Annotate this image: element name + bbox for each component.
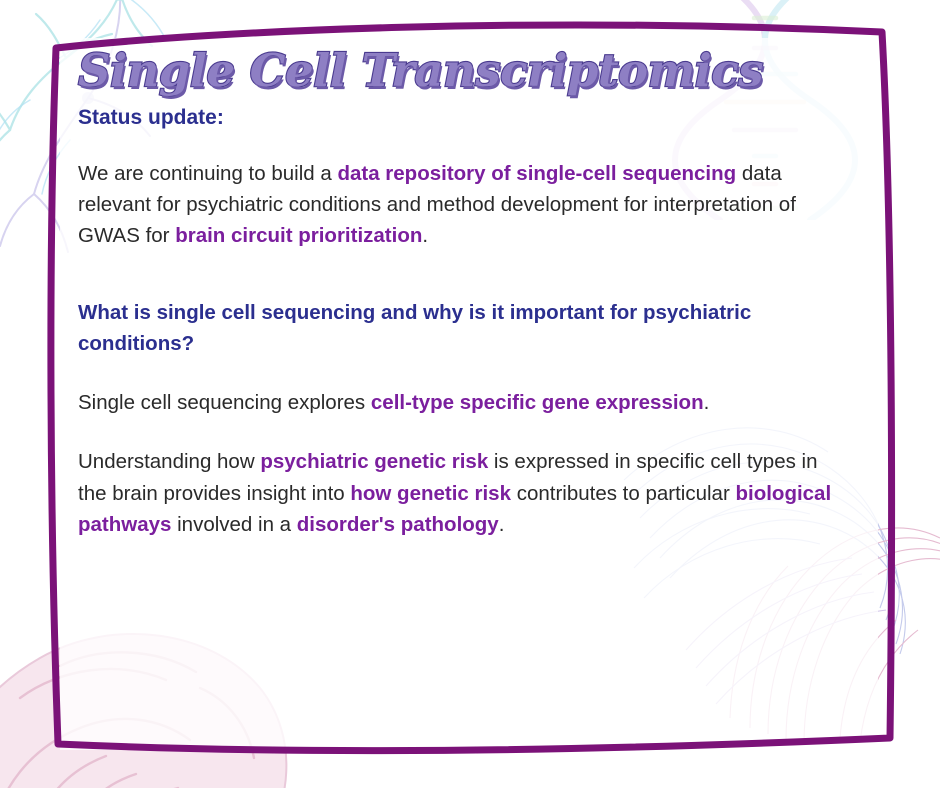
highlighted-text: data repository of single-cell sequencing [337,161,737,185]
paragraph-repository: We are continuing to build a data repository of single-cell sequencing data relevant for psychiatric conditions and method development for interpretation of GWAS for brain circuit prioritization. [78,161,796,247]
paragraph-question: What is single cell sequencing and why is it important for psychiatric conditions? [78,300,752,356]
status-update-label: Status update: [78,105,224,129]
paragraph-definition: Single cell sequencing explores cell-type specific gene expression. [78,391,710,415]
highlighted-text: biological pathways [78,481,832,536]
paragraph-significance: Understanding how psychiatric genetic risk is expressed in specific cell types in the brain provides insight into how genetic risk contributes to particular biological pathways involved in a disorder's pathology. [78,450,832,536]
highlighted-text: cell-type specific gene expression [370,391,704,415]
highlighted-text: how genetic risk [350,481,511,505]
highlighted-text: disorder's pathology [296,512,499,536]
highlighted-text: psychiatric genetic risk [260,450,489,474]
page-title: Single Cell Transcriptomics [78,44,764,97]
slide-content [78,46,868,540]
highlighted-text: brain circuit prioritization [175,223,423,247]
